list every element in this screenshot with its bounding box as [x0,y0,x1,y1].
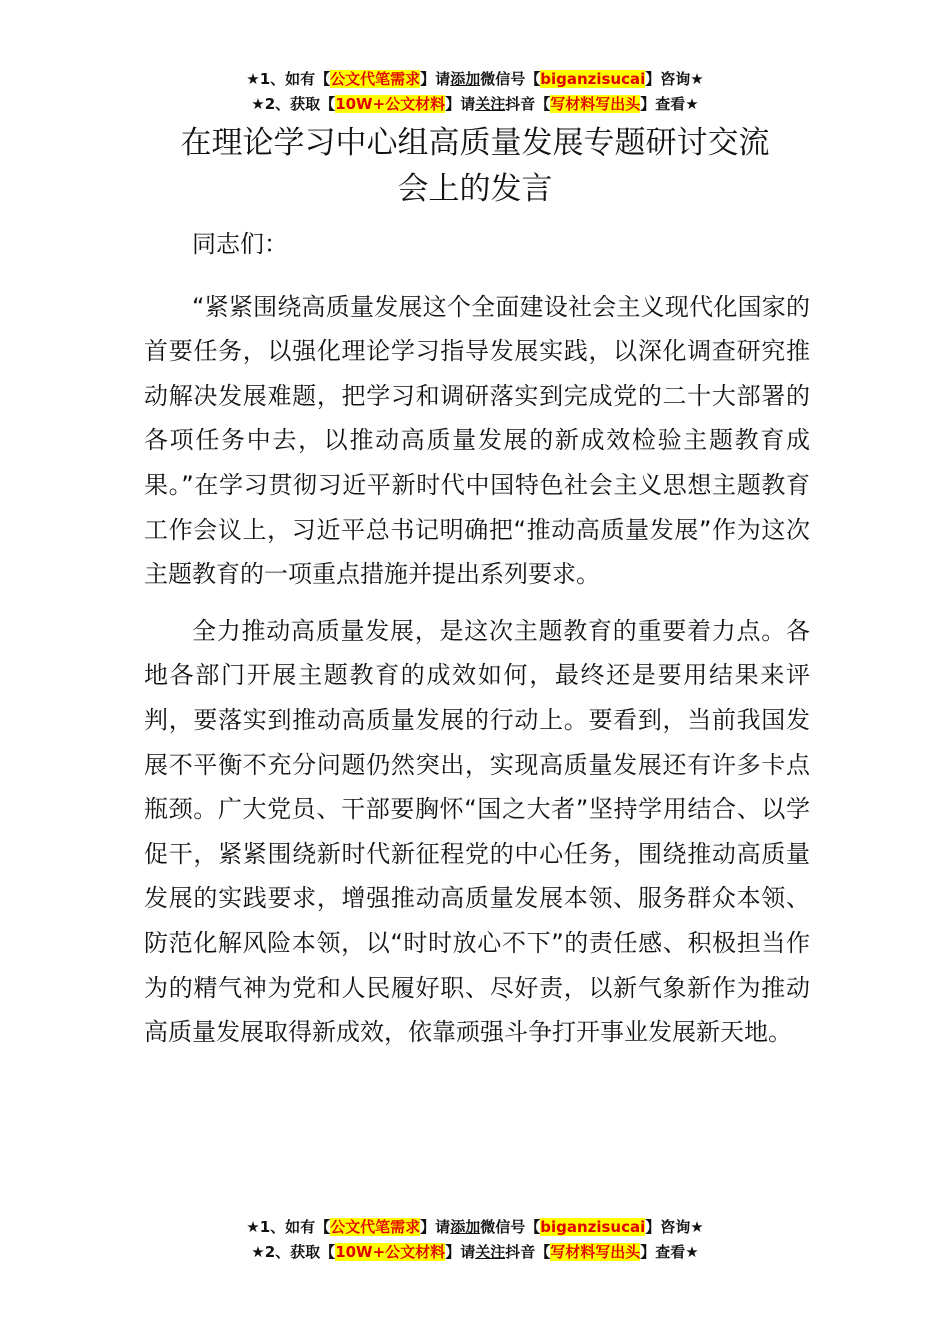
promo-highlight: 10W+公文材料 [335,1243,446,1261]
document-body [144,222,810,1067]
greeting: 同志们： [192,230,288,258]
title-line-1: 在理论学习中心组高质量发展专题研讨交流 [180,125,770,161]
title-line-2: 会上的发言 [397,171,553,207]
promo-douyin-id: 写材料写出头 [550,1243,641,1261]
promo-line-2: ★2、获取【10W+公文材料】请关注抖音【写材料写出头】查看★ [251,95,699,113]
promo-footer [0,1215,950,1265]
promo-line-1: ★1、如有【公文代笔需求】请添加微信号【biganzisucai】咨询★ [246,1218,704,1236]
promo-highlight: 公文代笔需求 [330,70,421,88]
promo-wechat-id: biganzisucai [540,70,646,88]
promo-highlight: 10W+公文材料 [335,95,446,113]
promo-line-2: ★2、获取【10W+公文材料】请关注抖音【写材料写出头】查看★ [251,1243,699,1261]
promo-header [0,67,950,117]
promo-highlight: 公文代笔需求 [330,1218,421,1236]
promo-douyin-id: 写材料写出头 [550,95,641,113]
paragraph: “紧紧围绕高质量发展这个全面建设社会主义现代化国家的首要任务，以强化理论学习指导发展实践，以深化调查研究推动解决发展难题，把学习和调研落实到完成党的二十大部署的各项任务中去，以推动高质量发展的新成效检验主题教育成果。”在学习贯彻习近平新时代中国特色社会主义思想主题教育工作会议上，习近平总书记明确把“推动高质量发展”作为这次主题教育的一项重点措施并提出系列要求。 [144,292,810,589]
document-title [140,120,810,212]
promo-line-1: ★1、如有【公文代笔需求】请添加微信号【biganzisucai】咨询★ [246,70,704,88]
paragraph: 全力推动高质量发展，是这次主题教育的重要着力点。各地各部门开展主题教育的成效如何，最终还是要用结果来评判，要落实到推动高质量发展的行动上。要看到，当前我国发展不平衡不充分问题仍然突出，实现高质量发展还有许多卡点瓶颈。广大党员、干部要胸怀“国之大者”坚持学用结合、以学促干，紧紧围绕新时代新征程党的中心任务，围绕推动高质量发展的实践要求，增强推动高质量发展本领、服务群众本领、防范化解风险本领，以“时时放心不下”的责任感、积极担当作为的精气神为党和人民履好职、尽好责，以新气象新作为推动高质量发展取得新成效，依靠顽强斗争打开事业发展新天地。 [144,616,810,1047]
promo-wechat-id: biganzisucai [540,1218,646,1236]
